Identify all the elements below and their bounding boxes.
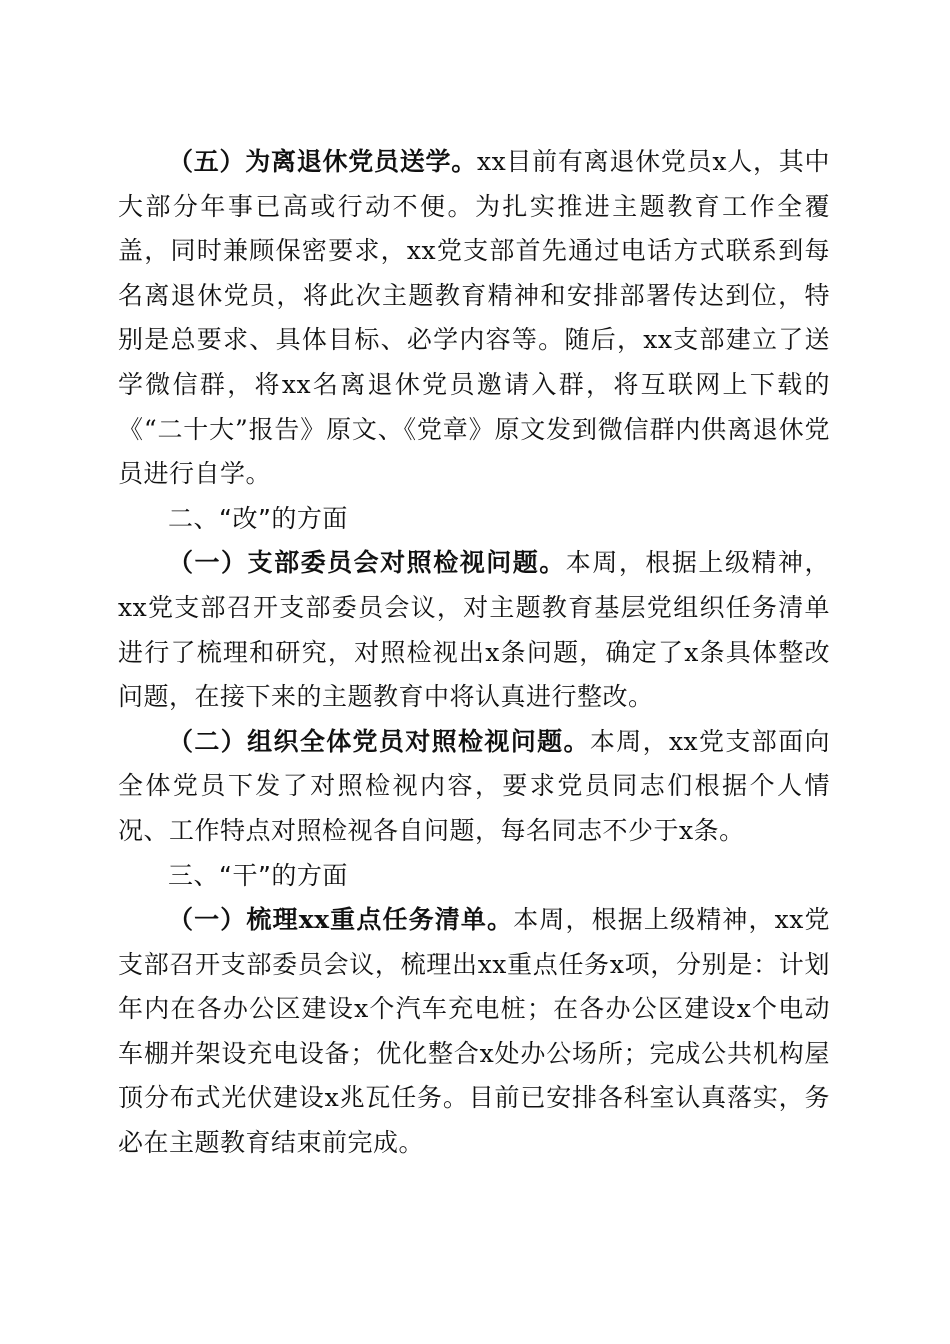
paragraph-text: 本周，根据上级精神，xx党支部召开支部委员会议，梳理出xx重点任务x项，分别是：计划年内在各办公区建设x个汽车充电桩；在各办公区建设x个电动车棚并架设充电设备；优化整合x处办公场所；完成公共机构屋顶分布式光伏建设x兆瓦任务。目前已安排各科室认真落实，务必在主题教育结束前完成。 <box>118 905 830 1158</box>
paragraph-lead: （二）组织全体党员对照检视问题。 <box>168 726 590 756</box>
paragraph-key-tasks <box>118 898 830 1166</box>
paragraph-committee-review <box>118 541 830 719</box>
paragraph-members-review <box>118 720 830 854</box>
document-body <box>118 140 830 1166</box>
paragraph-text: 本周，xx党支部面向全体党员下发了对照检视内容，要求党员同志们根据个人情况、工作特点对照检视各自问题，每名同志不少于x条。 <box>118 726 830 845</box>
paragraph-lead: （五）为离退休党员送学。 <box>168 147 477 176</box>
section-heading-gan: 三、“干”的方面 <box>168 860 348 890</box>
paragraph-lead: （一）梳理xx重点任务清单。 <box>168 905 514 935</box>
paragraph-send-study <box>118 140 830 497</box>
paragraph-text: xx目前有离退休党员x人，其中大部分年事已高或行动不便。为扎实推进主题教育工作全覆盖，同时兼顾保密要求，xx党支部首先通过电话方式联系到每名离退休党员，将此次主题教育精神和安排部署传达到位，特别是总要求、具体目标、必学内容等。随后，xx支部建立了送学微信群，将xx名离退休党员邀请入群，将互联网上下载的《“二十大”报告》原文、《党章》原文发到微信群内供离退休党员进行自学。 <box>118 147 830 489</box>
section-heading-gai: 二、“改”的方面 <box>168 503 348 533</box>
paragraph-lead: （一）支部委员会对照检视问题。 <box>168 548 566 578</box>
paragraph-text: 本周，根据上级精神，xx党支部召开支部委员会议，对主题教育基层党组织任务清单进行了梳理和研究，对照检视出x条问题，确定了x条具体整改问题，在接下来的主题教育中将认真进行整改。 <box>118 548 830 712</box>
